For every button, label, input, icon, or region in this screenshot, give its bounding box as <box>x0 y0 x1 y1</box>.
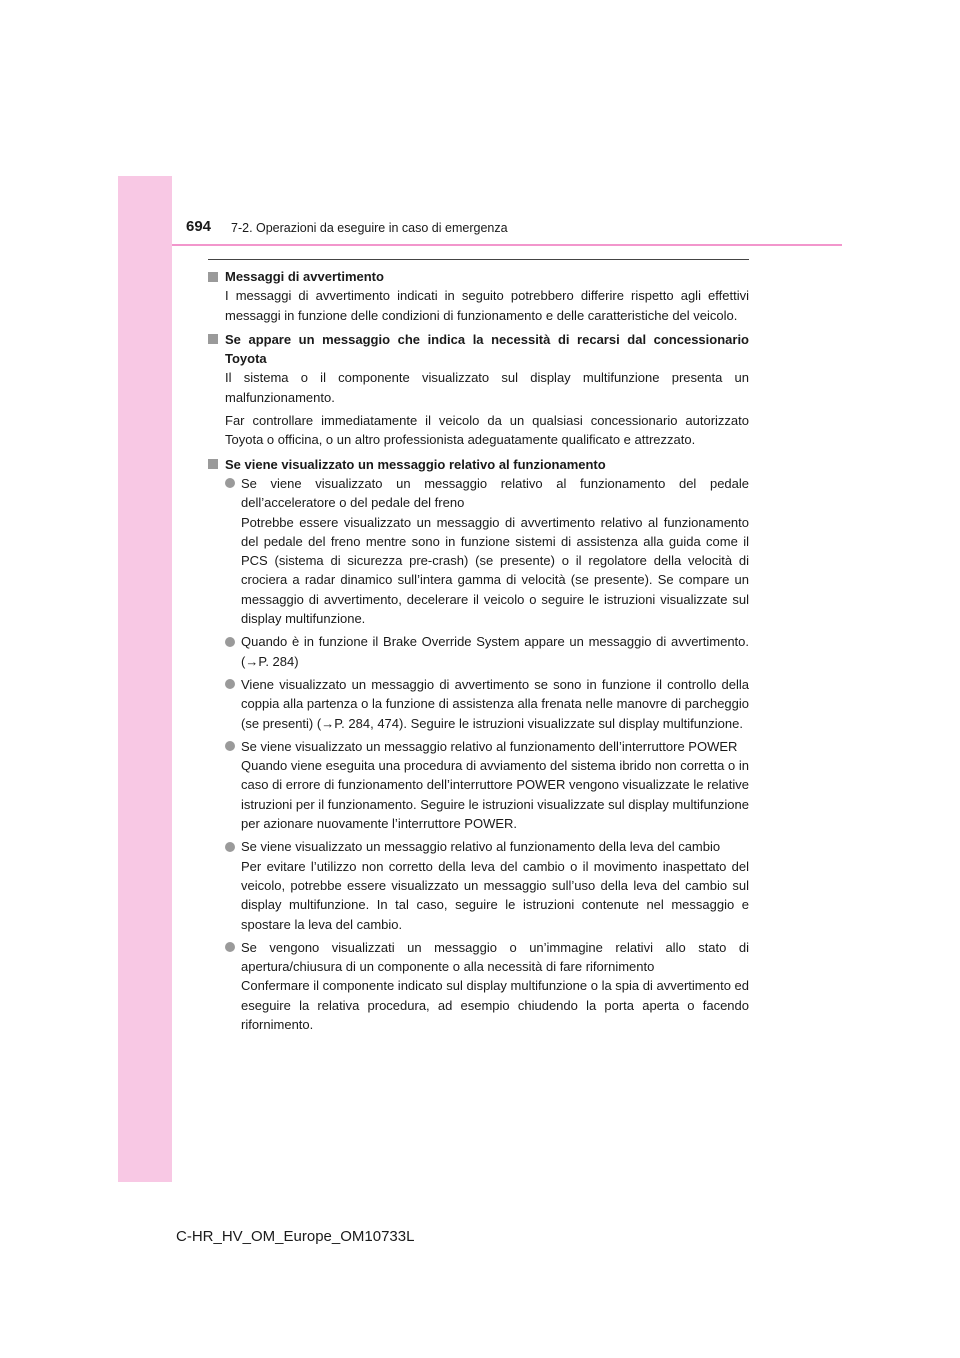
header-divider <box>172 244 842 246</box>
paragraph: Far controllare immediatamente il veicolo da un qualsiasi concessionario autorizzato Toyota o officina, o un altro professionista adeguatamente qualificato e attrezzato. <box>225 413 749 448</box>
list-item <box>225 837 749 933</box>
section-operation-message <box>208 455 749 1035</box>
bullet-lead: Se viene visualizzato un messaggio relativo al funzionamento del pedale dell’acceleratore o del pedale del freno <box>241 475 749 511</box>
section-rule <box>208 259 749 260</box>
circle-bullet-icon <box>225 637 235 647</box>
bullet-lead: Viene visualizzato un messaggio di avvertimento se sono in funzione il controllo della coppia alla partenza o la funzione di assistenza alla frenata nelle manovre di parcheggio (se presenti) (→P. 284, 474). Seguire le istruzioni visualizzate sul display multifunzione. <box>241 676 749 731</box>
list-item <box>225 938 749 1034</box>
bullet-body: Confermare il componente indicato sul display multifunzione o la spia di avvertimento ed eseguire la relativa procedura, ad esempio chiudendo la porta aperta o facendo rifornimento. <box>241 978 749 1032</box>
chapter-title: 7-2. Operazioni da eseguire in caso di emergenza <box>231 221 508 235</box>
paragraph: I messaggi di avvertimento indicati in seguito potrebbero differire rispetto agli effettivi messaggi in funzione delle condizioni di funzionamento e delle caratteristiche del veicolo. <box>225 288 749 323</box>
square-bullet-icon <box>208 334 218 344</box>
bullet-body: Quando viene eseguita una procedura di avviamento del sistema ibrido non corretta o in caso di errore di funzionamento dell’interruttore POWER vengono visualizzate le relative istruzioni per il funzionamento. Seguire le istruzioni visualizzate sul display multifunzione per azionare nuovamente l’interruttore POWER. <box>241 758 749 832</box>
circle-bullet-icon <box>225 741 235 751</box>
section-heading: Se appare un messaggio che indica la necessità di recarsi dal concessionario Toyota <box>208 330 749 369</box>
square-bullet-icon <box>208 459 218 469</box>
circle-bullet-icon <box>225 842 235 852</box>
circle-bullet-icon <box>225 942 235 952</box>
list-item <box>225 474 749 628</box>
document-code: C-HR_HV_OM_Europe_OM10733L <box>176 1228 415 1245</box>
list-item <box>225 737 749 833</box>
list-item <box>225 632 749 671</box>
bullet-lead: Se viene visualizzato un messaggio relativo al funzionamento dell’interruttore POWER <box>241 738 738 754</box>
paragraph: Il sistema o il componente visualizzato sul display multifunzione presenta un malfunzionamento. <box>225 370 749 405</box>
section-heading: Se viene visualizzato un messaggio relativo al funzionamento <box>208 455 749 474</box>
page-number: 694 <box>186 218 212 235</box>
page-content <box>208 267 749 1039</box>
bullet-body: Per evitare l’utilizzo non corretto della leva del cambio o il movimento inaspettato del veicolo, potrebbe essere visualizzato un messaggio sull’uso della leva del cambio sul display multifunzione. In tal caso, seguire le istruzioni contenute nel messaggio e spostare la leva del cambio. <box>241 858 749 932</box>
chapter-tab-band <box>118 176 172 1182</box>
bullet-lead: Quando è in funzione il Brake Override System appare un messaggio di avvertimento. (→P. 284) <box>241 634 749 669</box>
square-bullet-icon <box>208 272 218 282</box>
section-heading: Messaggi di avvertimento <box>208 267 749 286</box>
circle-bullet-icon <box>225 679 235 689</box>
list-item <box>225 675 749 733</box>
section-dealer-message <box>208 330 749 450</box>
section-warning-messages <box>208 267 749 325</box>
bullet-lead: Se viene visualizzato un messaggio relativo al funzionamento della leva del cambio <box>241 839 721 855</box>
circle-bullet-icon <box>225 478 235 488</box>
bullet-lead: Se vengono visualizzati un messaggio o un’immagine relativi allo stato di apertura/chiusura di un componente o alla necessità di fare rifornimento <box>241 939 749 975</box>
bullet-body: Potrebbe essere visualizzato un messaggio di avvertimento relativo al funzionamento del pedale del freno mentre sono in funzione sistemi di assistenza alla guida come il PCS (sistema di sicurezza pre-crash) (se presente) o il regolatore della velocità di crociera a radar dinamico sull’intera gamma di velocità (se presente). Se compare un messaggio di avvertimento, decelerare il veicolo o seguire le istruzioni visualizzate sul display multifunzione. <box>241 514 749 627</box>
